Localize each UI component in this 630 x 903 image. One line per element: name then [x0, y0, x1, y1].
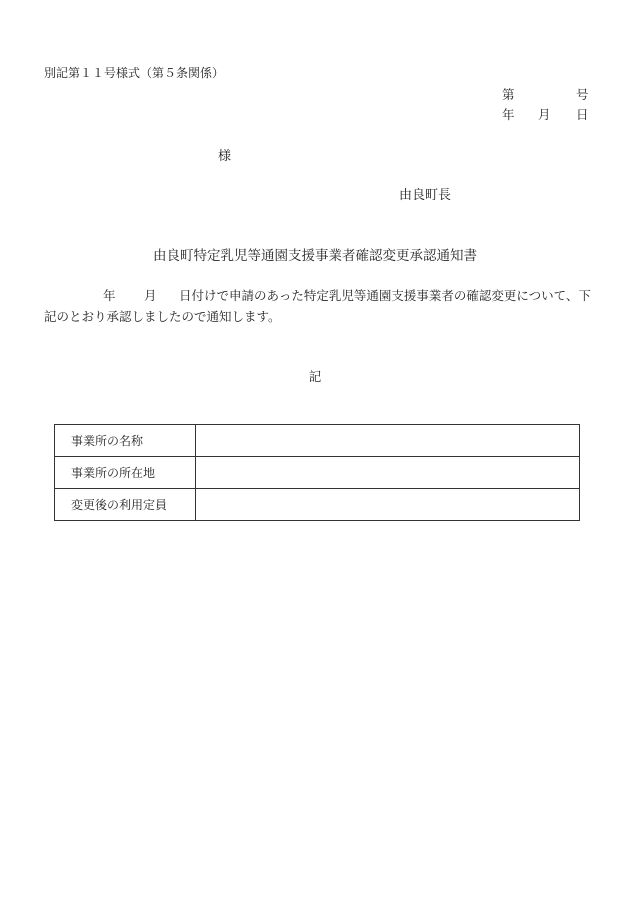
table-row — [55, 489, 580, 521]
body-month: 月 — [144, 288, 157, 303]
table-row — [55, 425, 580, 457]
addressee-suffix: 様 — [218, 149, 232, 164]
ki-heading: 記 — [308, 369, 322, 384]
form-number-label: 別記第１１号様式（第５条関係） — [44, 66, 225, 80]
number-suffix: 号 — [576, 87, 589, 102]
body-text-1: 日付けで申請のあった特定乳児等通園支援事業者の確認変更について、下 — [179, 288, 591, 303]
facility-info-table — [54, 424, 580, 521]
number-prefix: 第 — [502, 87, 515, 102]
sender-name: 由良町長 — [399, 188, 452, 203]
row-label-facility-address: 事業所の所在地 — [55, 457, 196, 489]
body-year: 年 — [103, 288, 116, 303]
row-value-capacity — [196, 489, 580, 521]
row-label-facility-name: 事業所の名称 — [55, 425, 196, 457]
body-line-2: 記のとおり承認しましたので通知します。 — [44, 309, 281, 324]
date-year: 年 — [502, 107, 515, 122]
row-value-facility-name — [196, 425, 580, 457]
document-title: 由良町特定乳児等通園支援事業者確認変更承認通知書 — [153, 248, 477, 264]
date-month: 月 — [538, 107, 551, 122]
row-label-capacity: 変更後の利用定員 — [55, 489, 196, 521]
date-day: 日 — [576, 107, 589, 122]
table-row — [55, 457, 580, 489]
row-value-facility-address — [196, 457, 580, 489]
